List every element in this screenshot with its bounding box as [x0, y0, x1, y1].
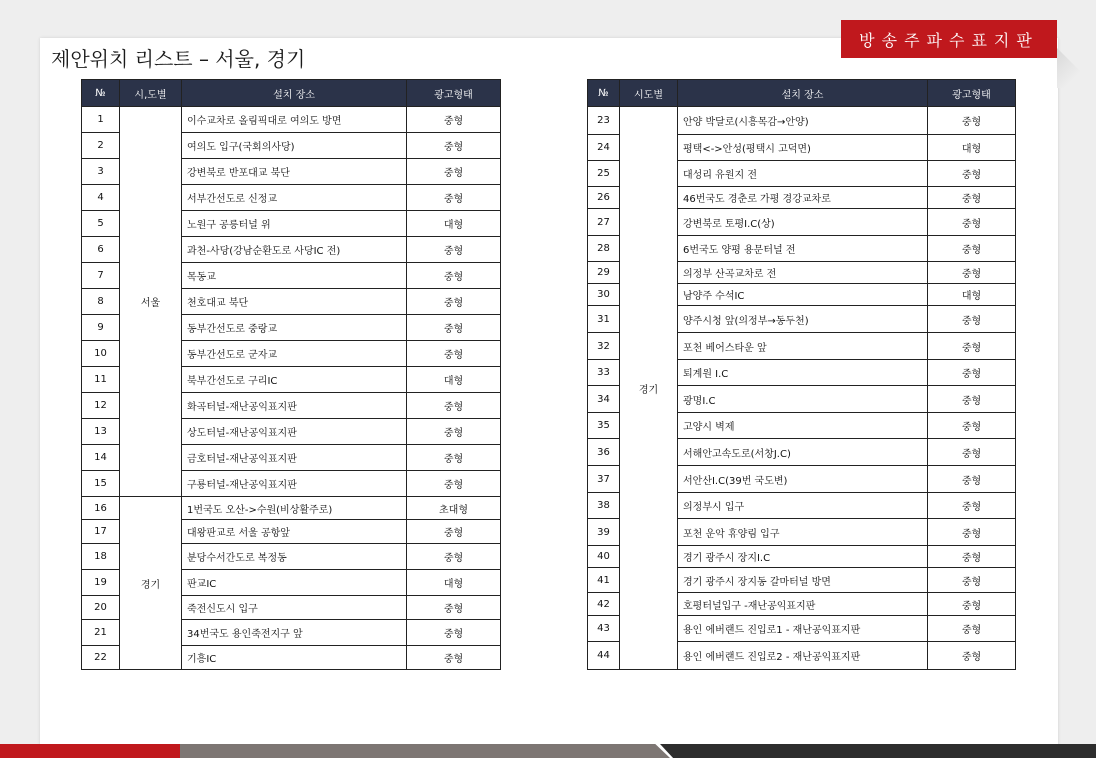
cell-ad-type: 중형 — [928, 262, 1016, 284]
cell-no: 40 — [588, 546, 620, 568]
cell-ad-type: 중형 — [407, 315, 501, 341]
cell-location: 구룡터널-재난공익표지판 — [182, 471, 407, 497]
header-no: № — [82, 80, 120, 107]
cell-no: 4 — [82, 185, 120, 211]
header-location: 설치 장소 — [678, 80, 928, 107]
cell-ad-type: 중형 — [407, 107, 501, 133]
cell-location: 1번국도 오산->수원(비상활주로) — [182, 497, 407, 520]
header-type: 광고형태 — [928, 80, 1016, 107]
cell-ad-type: 중형 — [407, 445, 501, 471]
footer-bar-dark — [660, 744, 1096, 758]
cell-ad-type: 중형 — [407, 237, 501, 263]
right-table-body — [588, 107, 1016, 670]
header-location: 설치 장소 — [182, 80, 407, 107]
cell-location: 목동교 — [182, 263, 407, 289]
page-title: 제안위치 리스트 – 서울, 경기 — [51, 47, 306, 71]
cell-location: 퇴계원 I.C — [678, 360, 928, 386]
cell-ad-type: 중형 — [407, 133, 501, 159]
cell-ad-type: 중형 — [928, 187, 1016, 209]
cell-no: 22 — [82, 646, 120, 670]
cell-ad-type: 초대형 — [407, 497, 501, 520]
cell-no: 15 — [82, 471, 120, 497]
cell-location: 광명I.C — [678, 386, 928, 413]
cell-ad-type: 중형 — [928, 546, 1016, 568]
cell-no: 9 — [82, 315, 120, 341]
footer-bar-gray — [180, 744, 670, 758]
cell-ad-type: 중형 — [928, 519, 1016, 546]
cell-no: 3 — [82, 159, 120, 185]
cell-ad-type: 대형 — [928, 284, 1016, 306]
cell-location: 서해안고속도로(서창J.C) — [678, 439, 928, 466]
cell-location: 여의도 입구(국회의사당) — [182, 133, 407, 159]
left-location-table — [81, 79, 501, 670]
cell-ad-type: 대형 — [407, 211, 501, 237]
cell-ad-type: 중형 — [928, 107, 1016, 135]
cell-location: 안양 박달로(시흥목감→안양) — [678, 107, 928, 135]
cell-ad-type: 중형 — [407, 393, 501, 419]
cell-no: 6 — [82, 237, 120, 263]
cell-location: 기흥IC — [182, 646, 407, 670]
cell-no: 39 — [588, 519, 620, 546]
cell-ad-type: 중형 — [928, 568, 1016, 593]
table-row — [588, 107, 1016, 135]
cell-ad-type: 중형 — [928, 593, 1016, 616]
cell-no: 29 — [588, 262, 620, 284]
cell-ad-type: 중형 — [407, 185, 501, 211]
cell-no: 33 — [588, 360, 620, 386]
table-row — [82, 497, 501, 520]
cell-ad-type: 대형 — [928, 135, 1016, 161]
cell-ad-type: 대형 — [407, 367, 501, 393]
cell-no: 16 — [82, 497, 120, 520]
cell-ad-type: 중형 — [407, 520, 501, 544]
header-no: № — [588, 80, 620, 107]
cell-location: 죽전신도시 입구 — [182, 596, 407, 620]
cell-location: 서안산I.C(39번 국도변) — [678, 466, 928, 493]
cell-no: 25 — [588, 161, 620, 187]
cell-no: 34 — [588, 386, 620, 413]
cell-location: 상도터널-재난공익표지판 — [182, 419, 407, 445]
cell-location: 강변북로 반포대교 북단 — [182, 159, 407, 185]
cell-location: 대성리 유원지 전 — [678, 161, 928, 187]
cell-no: 7 — [82, 263, 120, 289]
cell-ad-type: 중형 — [928, 236, 1016, 262]
cell-location: 46번국도 경춘로 가평 경강교차로 — [678, 187, 928, 209]
cell-location: 의정부시 입구 — [678, 493, 928, 519]
cell-no: 5 — [82, 211, 120, 237]
cell-no: 26 — [588, 187, 620, 209]
cell-location: 포천 베어스타운 앞 — [678, 333, 928, 360]
cell-location: 용인 에버랜드 진입로2 - 재난공익표지판 — [678, 642, 928, 670]
cell-no: 1 — [82, 107, 120, 133]
cell-no: 32 — [588, 333, 620, 360]
cell-ad-type: 중형 — [407, 471, 501, 497]
cell-no: 18 — [82, 544, 120, 570]
cell-ad-type: 중형 — [407, 646, 501, 670]
cell-no: 28 — [588, 236, 620, 262]
cell-no: 43 — [588, 616, 620, 642]
cell-region: 서울 — [120, 107, 182, 497]
cell-location: 분당수서간도로 복정동 — [182, 544, 407, 570]
cell-ad-type: 중형 — [928, 439, 1016, 466]
header-type: 광고형태 — [407, 80, 501, 107]
cell-no: 44 — [588, 642, 620, 670]
cell-location: 강변북로 토평I.C(상) — [678, 209, 928, 236]
cell-location: 경기 광주시 장지동 갈마터널 방면 — [678, 568, 928, 593]
cell-location: 경기 광주시 장지I.C — [678, 546, 928, 568]
cell-location: 호평터널입구 -재난공익표지판 — [678, 593, 928, 616]
cell-location: 동부간선도로 군자교 — [182, 341, 407, 367]
table-header-row — [588, 80, 1016, 107]
right-location-table — [587, 79, 1016, 670]
cell-no: 27 — [588, 209, 620, 236]
cell-no: 8 — [82, 289, 120, 315]
cell-ad-type: 중형 — [407, 159, 501, 185]
cell-location: 노원구 공릉터널 위 — [182, 211, 407, 237]
cell-no: 30 — [588, 284, 620, 306]
cell-ad-type: 중형 — [928, 333, 1016, 360]
cell-ad-type: 중형 — [407, 544, 501, 570]
cell-ad-type: 중형 — [928, 493, 1016, 519]
table-header-row — [82, 80, 501, 107]
cell-no: 38 — [588, 493, 620, 519]
cell-no: 42 — [588, 593, 620, 616]
cell-no: 12 — [82, 393, 120, 419]
cell-location: 남양주 수석IC — [678, 284, 928, 306]
cell-location: 금호터널-재난공익표지판 — [182, 445, 407, 471]
cell-location: 고양시 벽제 — [678, 413, 928, 439]
footer-bar-red — [0, 744, 180, 758]
table-row — [82, 107, 501, 133]
cell-no: 13 — [82, 419, 120, 445]
cell-ad-type: 중형 — [928, 360, 1016, 386]
cell-ad-type: 중형 — [407, 596, 501, 620]
cell-ad-type: 중형 — [407, 341, 501, 367]
left-table-body — [82, 107, 501, 670]
cell-location: 화곡터널-재난공익표지판 — [182, 393, 407, 419]
cell-location: 포천 운악 휴양림 입구 — [678, 519, 928, 546]
brand-banner: 방송주파수표지판 — [841, 20, 1057, 58]
cell-location: 과천-사당(강남순환도로 사당IC 전) — [182, 237, 407, 263]
cell-ad-type: 중형 — [407, 620, 501, 646]
cell-ad-type: 중형 — [928, 413, 1016, 439]
cell-no: 14 — [82, 445, 120, 471]
cell-location: 평택<->안성(평택시 고덕면) — [678, 135, 928, 161]
cell-ad-type: 중형 — [407, 419, 501, 445]
cell-region: 경기 — [120, 497, 182, 670]
cell-ad-type: 중형 — [407, 263, 501, 289]
cell-no: 41 — [588, 568, 620, 593]
cell-ad-type: 중형 — [407, 289, 501, 315]
brand-fold-decoration — [1057, 48, 1096, 88]
cell-no: 20 — [82, 596, 120, 620]
cell-location: 양주시청 앞(의정부→동두천) — [678, 306, 928, 333]
cell-no: 24 — [588, 135, 620, 161]
cell-location: 의정부 산곡교차로 전 — [678, 262, 928, 284]
cell-no: 31 — [588, 306, 620, 333]
cell-no: 23 — [588, 107, 620, 135]
cell-no: 36 — [588, 439, 620, 466]
header-region: 시도별 — [620, 80, 678, 107]
cell-region: 경기 — [620, 107, 678, 670]
cell-ad-type: 중형 — [928, 642, 1016, 670]
cell-no: 19 — [82, 570, 120, 596]
cell-ad-type: 중형 — [928, 209, 1016, 236]
cell-ad-type: 중형 — [928, 616, 1016, 642]
cell-no: 11 — [82, 367, 120, 393]
cell-location: 대왕판교로 서울 공항앞 — [182, 520, 407, 544]
cell-location: 서부간선도로 신정교 — [182, 185, 407, 211]
cell-ad-type: 대형 — [407, 570, 501, 596]
cell-no: 17 — [82, 520, 120, 544]
cell-location: 동부간선도로 중랑교 — [182, 315, 407, 341]
cell-no: 35 — [588, 413, 620, 439]
cell-ad-type: 중형 — [928, 386, 1016, 413]
cell-location: 34번국도 용인죽전지구 앞 — [182, 620, 407, 646]
cell-no: 10 — [82, 341, 120, 367]
cell-no: 2 — [82, 133, 120, 159]
cell-location: 이수교차로 올림픽대로 여의도 방면 — [182, 107, 407, 133]
cell-location: 판교IC — [182, 570, 407, 596]
cell-ad-type: 중형 — [928, 466, 1016, 493]
cell-ad-type: 중형 — [928, 306, 1016, 333]
cell-no: 21 — [82, 620, 120, 646]
header-region: 시,도별 — [120, 80, 182, 107]
cell-location: 6번국도 양평 용문터널 전 — [678, 236, 928, 262]
cell-location: 용인 에버랜드 진입로1 - 재난공익표지판 — [678, 616, 928, 642]
cell-no: 37 — [588, 466, 620, 493]
cell-ad-type: 중형 — [928, 161, 1016, 187]
cell-location: 천호대교 북단 — [182, 289, 407, 315]
cell-location: 북부간선도로 구리IC — [182, 367, 407, 393]
